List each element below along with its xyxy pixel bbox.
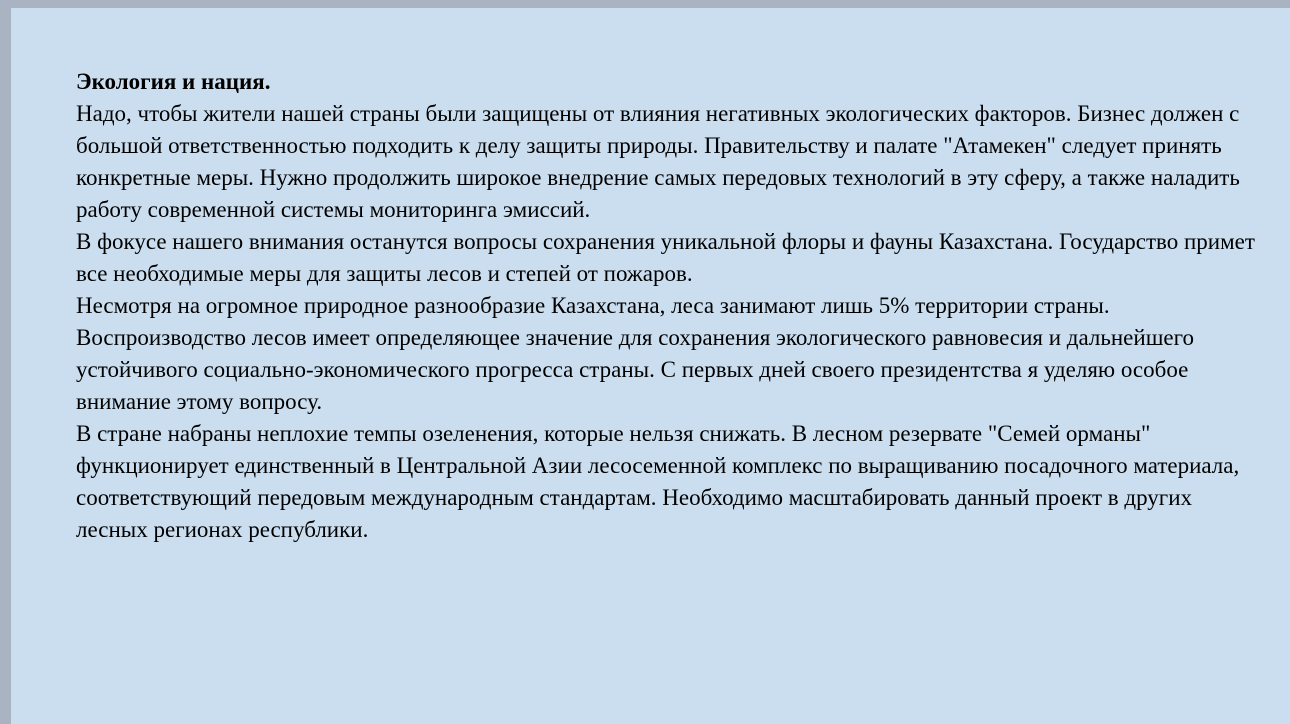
- document-title: Экология и нация.: [76, 69, 271, 94]
- paragraph: В стране набраны неплохие темпы озеленения, которые нельзя снижать. В лесном резервате "Семей орманы" функционирует единственный в Центральной Азии лесосеменной комплекс по выращиванию посадочного материала, соответствующий передовым международным стандартам. Необходимо масштабировать данный проект в других лесных регионах республики.: [76, 421, 1240, 542]
- paragraph: Надо, чтобы жители нашей страны были защищены от влияния негативных экологических факторов. Бизнес должен с большой ответственностью подходить к делу защиты природы. Правительству и палате "Атамекен" следует принять конкретные меры. Нужно продолжить широкое внедрение самых передовых технологий в эту сферу, а также наладить работу современной системы мониторинга эмиссий.: [76, 101, 1240, 222]
- text-body: [76, 66, 1266, 546]
- slide: [11, 8, 1290, 724]
- paragraph: В фокусе нашего внимания останутся вопросы сохранения уникальной флоры и фауны Казахстана. Государство примет все необходимые меры для защиты лесов и степей от пожаров.: [76, 229, 1255, 286]
- paragraph: Несмотря на огромное природное разнообразие Казахстана, леса занимают лишь 5% территории страны. Воспроизводство лесов имеет определяющее значение для сохранения экологического равновесия и дальнейшего устойчивого социально-экономического прогресса страны. С первых дней своего президентства я уделяю особое внимание этому вопросу.: [76, 293, 1194, 414]
